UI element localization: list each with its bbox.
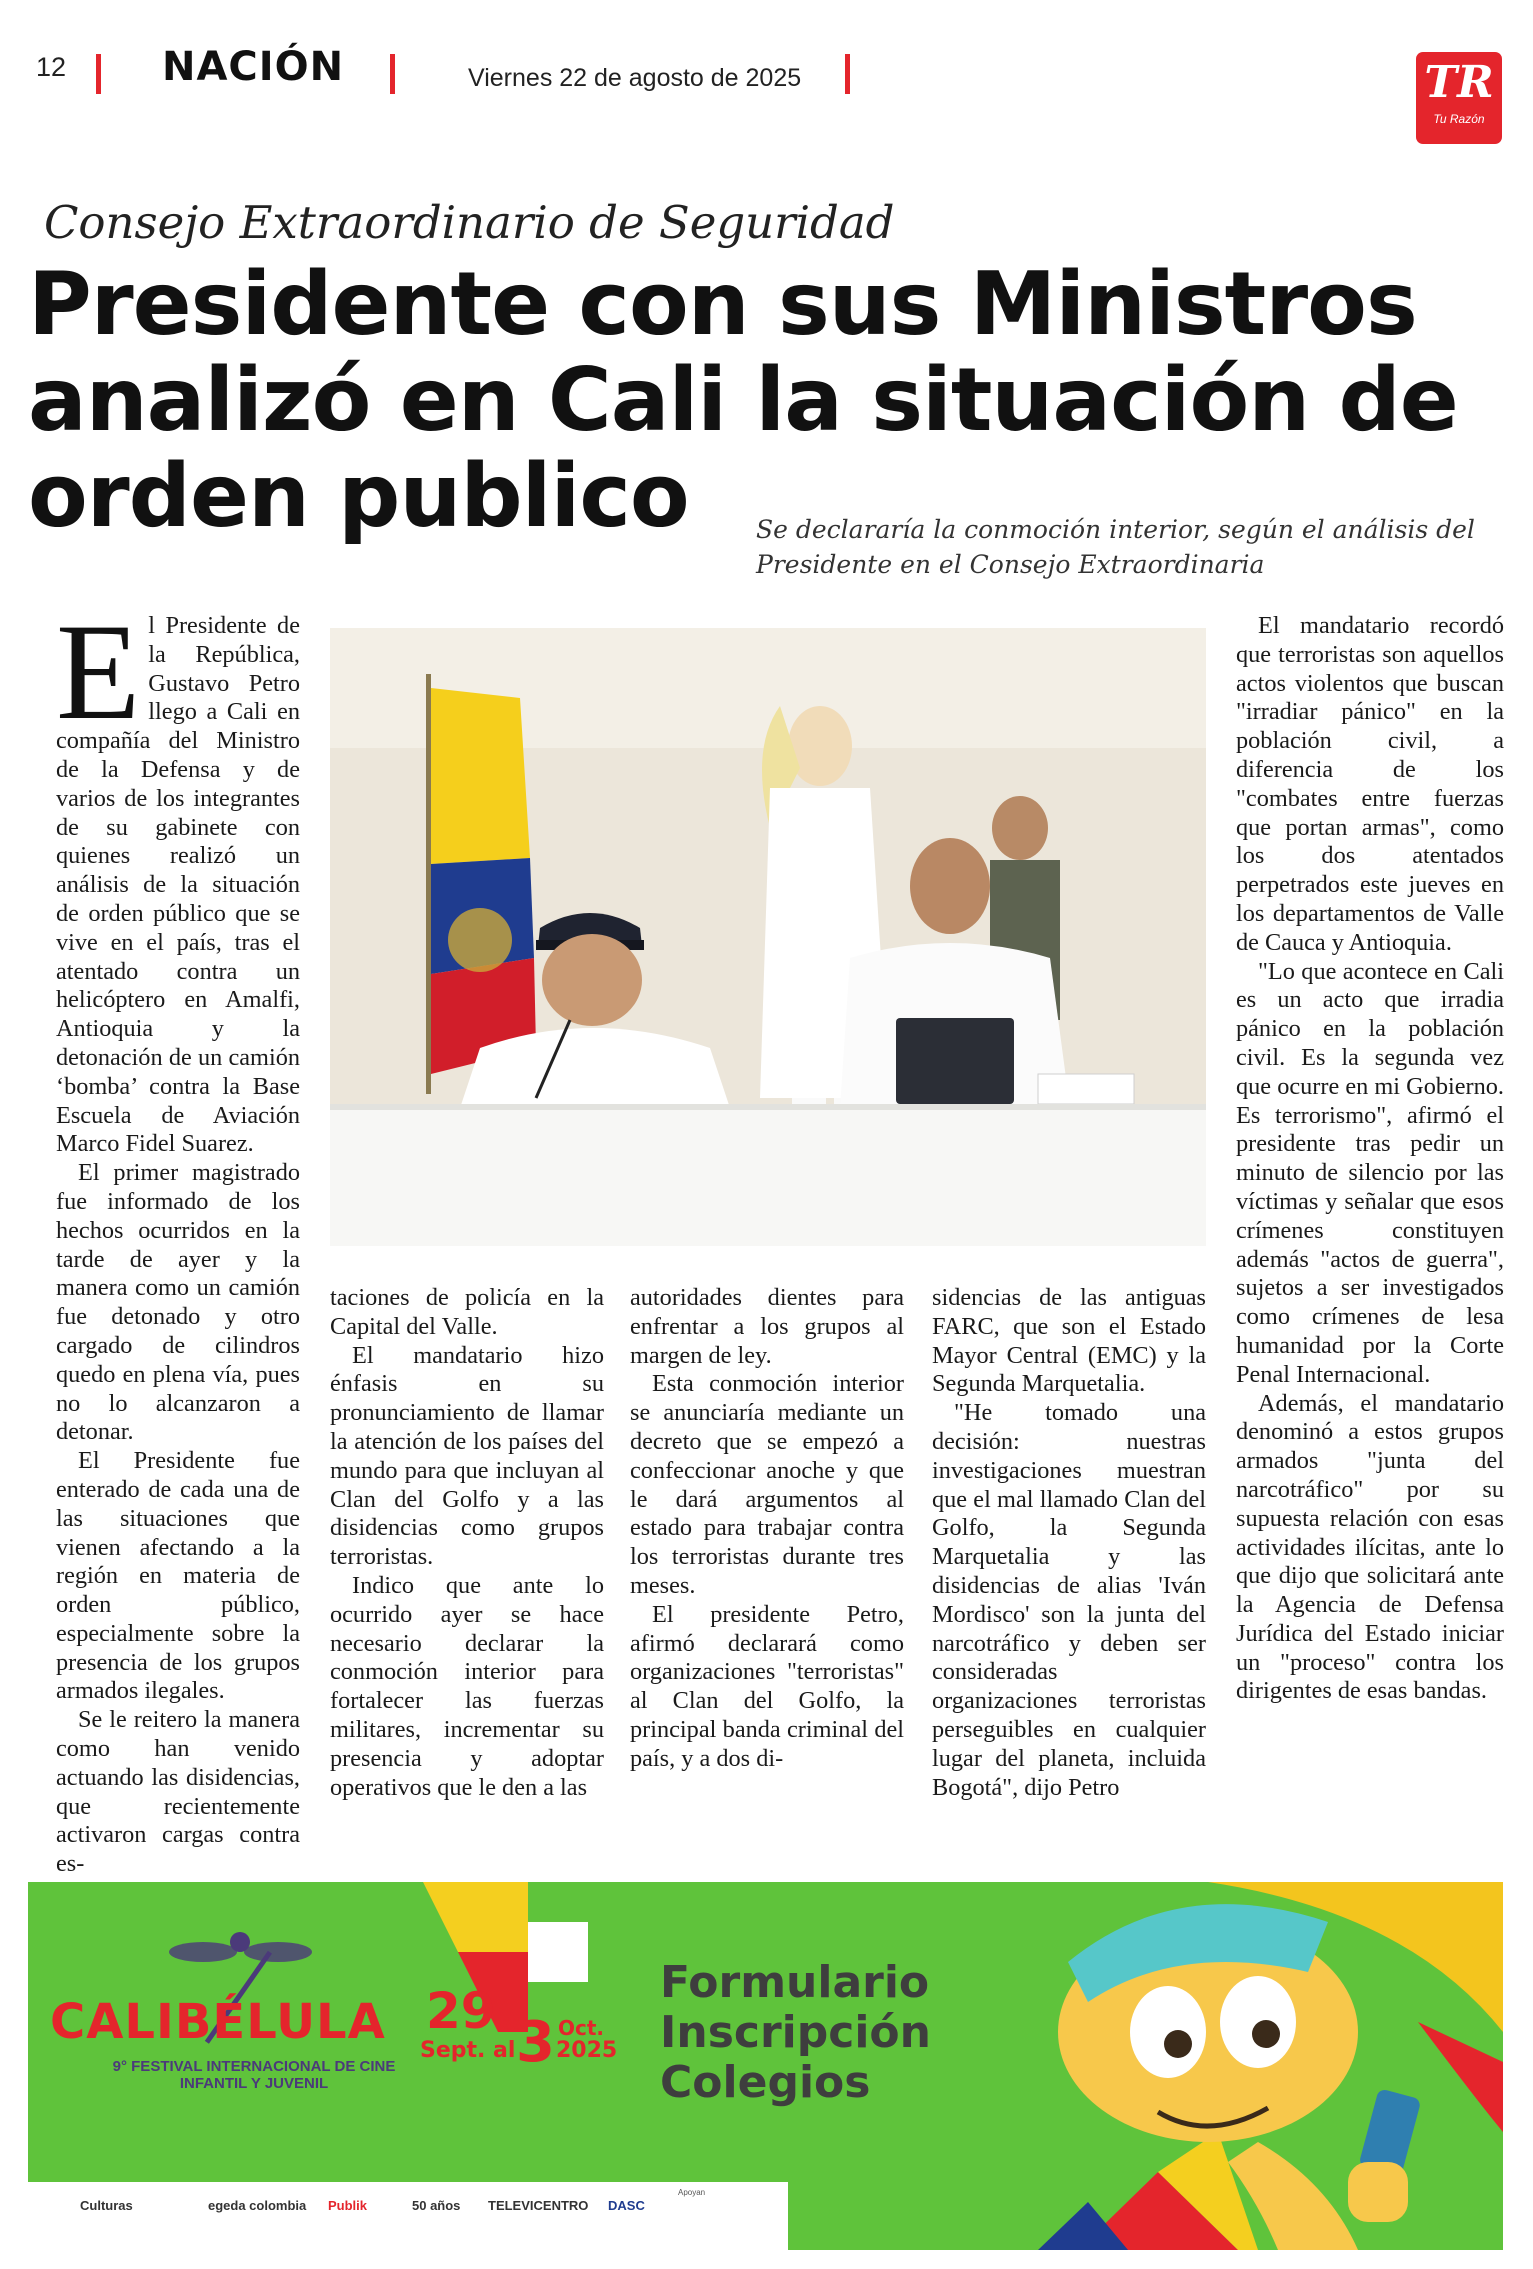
article-column-3 bbox=[630, 1284, 904, 1774]
advertisement-banner[interactable] bbox=[28, 1882, 1503, 2250]
article-photo bbox=[330, 628, 1206, 1246]
ad-registration-link[interactable]: Formulario Inscripción Colegios bbox=[660, 1957, 931, 2108]
ad-end-day: 3 bbox=[516, 2010, 555, 2075]
ad-dates bbox=[420, 1982, 630, 2092]
article-column-2 bbox=[330, 1284, 604, 1802]
header-divider bbox=[845, 54, 850, 94]
header-divider bbox=[390, 54, 395, 94]
article-paragraph: El Presidente fue enterado de cada una de las situaciones que vienen afectando a la región en materia de orden público, especialmente sobre la presencia de los grupos armados ilegales. bbox=[56, 1447, 300, 1705]
sponsor-logo: DASC bbox=[608, 2198, 645, 2213]
article-paragraph: Esta conmoción interior se anunciaría mediante un decreto que se empezó a confeccionar anoche y que le dará argumentos al estado para trabajar contra los terroristas durante tres meses. bbox=[630, 1370, 904, 1599]
sponsor-logo: Publik bbox=[328, 2198, 368, 2213]
ad-end-month: Oct. bbox=[558, 2016, 605, 2040]
ad-festival-name: 9° FESTIVAL INTERNACIONAL DE CINE INFANTIL Y JUVENIL bbox=[112, 2058, 396, 2092]
page-number: 12 bbox=[36, 52, 67, 82]
article-paragraph: El presidente Petro, afirmó declarará como organizaciones "terroristas" al Clan del Golfo, la principal banda criminal del país, y a dos di- bbox=[630, 1600, 904, 1772]
page-header bbox=[0, 0, 1533, 126]
article-paragraph: Indico que ante lo ocurrido ayer se hace necesario declarar la conmoción interior para fortalecer las fuerzas militares, incrementar su presencia y adoptar operativos que le den a las bbox=[330, 1571, 604, 1801]
article-column-5 bbox=[1236, 612, 1504, 1706]
article-paragraph bbox=[56, 595, 300, 1159]
ad-start-day: 29 bbox=[426, 1982, 496, 2040]
ad-year: 2025 bbox=[556, 2038, 618, 2063]
article-paragraph: sidencias de las antiguas FARC, que son el Estado Mayor Central (EMC) y la Segunda Marquetalia. bbox=[932, 1284, 1206, 1398]
article-paragraph: "He tomado una decisión: nuestras investigaciones muestran que el mal llamado Clan del Golfo, la Segunda Marquetalia y las disidencias de alias 'Iván Mordisco' son la junta del narcotráfico y deben ser consideradas organizaciones terroristas perseguibles en cualquier lugar del planeta, incluida Bogotá", dijo Petro bbox=[932, 1399, 1206, 1801]
ad-brand: CALIBÉLULA bbox=[50, 1994, 386, 2050]
sponsor-logo: 50 años bbox=[412, 2198, 461, 2213]
sponsor-logo: TELEVICENTRO bbox=[488, 2198, 589, 2213]
article-kicker: Consejo Extraordinario de Seguridad bbox=[44, 196, 895, 249]
article-paragraph: El mandatario hizo énfasis en su pronunciamiento de llamar la atención de los países del mundo para que incluyan al Clan del Golfo y a las disidencias como grupos terroristas. bbox=[330, 1341, 604, 1571]
drop-cap: E bbox=[56, 595, 141, 748]
sponsor-logo: egeda colombia bbox=[208, 2198, 307, 2213]
article-paragraph: taciones de policía en la Capital del Valle. bbox=[330, 1284, 604, 1340]
article-paragraph: "Lo que acontece en Cali es un acto que irradia pánico en la población civil. Es la segunda vez que ocurre en mi Gobierno. Es terrorismo", afirmó el presidente tras pedir un minuto de silencio por las víctimas y señalar que esos crímenes constituyen además "actos de guerra", sujetos a ser investigados como crímenes de lesa humanidad por la Corte Penal Internacional. bbox=[1236, 957, 1504, 1388]
article-column-4 bbox=[932, 1284, 1206, 1802]
paragraph-text: l Presidente de la República, Gustavo Petro llego a Cali en compañía del Ministro de la Defensa y de varios de los integrantes de su gabinete con quienes realizó un análisis de la situación de orden público que se vive en el país, tras el atentado contra un helicóptero en Amalfi, Antioquia y la detonación de un camión ‘bomba’ contra la Base Escuela de Aviación Marco Fidel Suarez. bbox=[56, 612, 300, 1158]
article-paragraph: El primer magistrado fue informado de los hechos ocurridos en la tarde de ayer y la manera como un camión fue detonado y otro cargado de cilindros quedo en plena vía, pues no lo alcanzaron a detonar. bbox=[56, 1159, 300, 1446]
ad-start-month: Sept. al bbox=[420, 2038, 516, 2063]
article-column-1 bbox=[56, 595, 300, 1879]
article-paragraph: Además, el mandatario denominó a estos grupos armados "junta del narcotráfico" por su supuesta relación con esas actividades ilícitas, ante lo que dijo que solicitará ante la Agencia de Defensa Jurídica del Estado iniciar un "proceso" contra los dirigentes de esas bandas. bbox=[1236, 1389, 1504, 1705]
newspaper-logo bbox=[1416, 52, 1502, 144]
article-deck: Se declararía la conmoción interior, según el análisis del Presidente en el Consejo Extraordinaria bbox=[756, 515, 1475, 579]
header-divider bbox=[96, 54, 101, 94]
article-headline: Presidente con sus Ministros analizó en Cali la situación de orden publico bbox=[28, 253, 1458, 547]
mascot-icon bbox=[1058, 1882, 1503, 2250]
article-paragraph: autoridades dientes para enfrentar a los grupos al margen de ley. bbox=[630, 1284, 904, 1369]
article-paragraph: El mandatario recordó que terroristas son aquellos actos violentos que buscan "irradiar pánico" en la población civil, a diferencia de los "combates entre fuerzas que portan armas", como los dos atentados perpetrados este jueves en los departamentos de Valle de Cauca y Antioquia. bbox=[1236, 612, 1504, 956]
logo-mark: TR bbox=[1424, 57, 1494, 108]
sponsor-note: Apoyan bbox=[678, 2188, 706, 2197]
photo-illustration bbox=[330, 628, 1206, 1246]
issue-date: Viernes 22 de agosto de 2025 bbox=[468, 64, 802, 92]
article-paragraph: Se le reitero la manera como han venido actuando las disidencias, que recientemente activaron cargas contra es- bbox=[56, 1706, 300, 1878]
ad-sponsor-strip bbox=[28, 2182, 788, 2250]
section-title: NACIÓN bbox=[162, 44, 345, 90]
sponsor-logo: Culturas bbox=[80, 2198, 133, 2213]
logo-name: Tu Razón bbox=[1433, 112, 1485, 126]
